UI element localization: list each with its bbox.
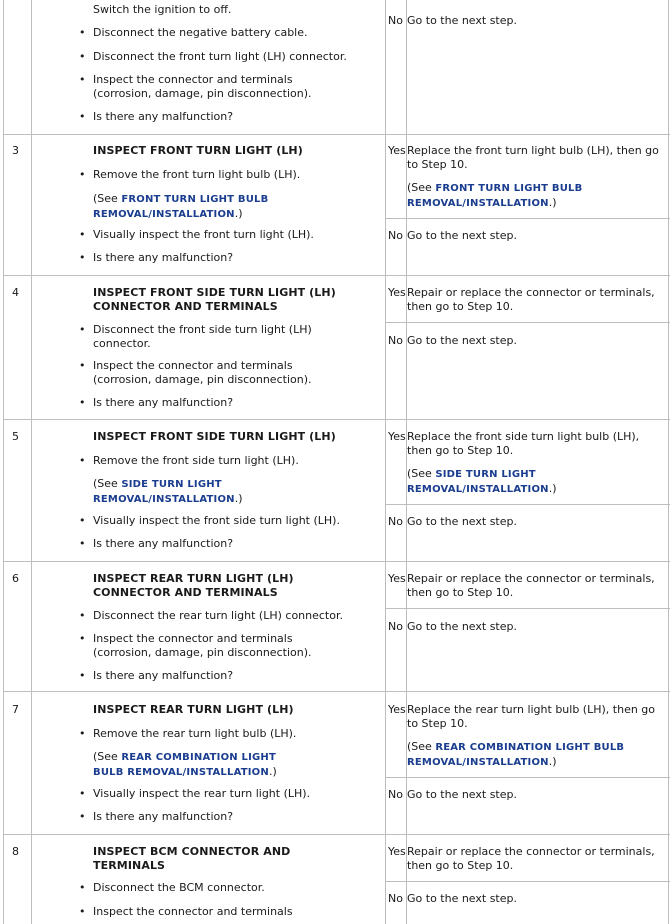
bullet-dot-icon: • [79, 251, 86, 264]
reference-suffix: .) [548, 754, 557, 768]
reference-prefix: (See [407, 181, 436, 194]
instruction-text: Inspect the connector and terminals (corrosion, damage, pin disconnection). [93, 73, 312, 100]
reference-link[interactable]: SIDE TURN LIGHT REMOVAL/INSTALLATION [93, 479, 235, 505]
reference-suffix: .) [548, 481, 557, 495]
action-text: Go to the next step. [407, 515, 517, 528]
table-border-left [3, 0, 4, 924]
reference-prefix: (See [93, 477, 122, 490]
bullet-dot-icon: • [79, 905, 86, 918]
reference-prefix: (See [93, 192, 122, 205]
question-text: Is there any malfunction? [93, 110, 234, 123]
bullet-dot-icon: • [79, 359, 86, 372]
bullet-dot-icon: • [79, 810, 86, 823]
result-yes: Yes [388, 703, 406, 716]
instruction-text: Inspect the connector and terminals [93, 905, 293, 918]
bullet-dot-icon: • [79, 228, 86, 241]
bullet-dot-icon: • [79, 73, 86, 86]
question-text: Is there any malfunction? [93, 396, 234, 409]
bullet-dot-icon: • [79, 323, 86, 336]
result-separator [386, 777, 670, 778]
result-yes: Yes [388, 430, 406, 443]
result-separator [386, 504, 670, 505]
column-divider-action [406, 0, 407, 924]
action-text: Replace the front turn light bulb (LH), then go to Step 10. [407, 144, 659, 171]
instruction-text: Switch the ignition to off. [93, 3, 232, 16]
result-no: No [388, 334, 403, 347]
action-text: Go to the next step. [407, 229, 517, 242]
step-number: 6 [12, 572, 19, 585]
instruction-text: Inspect the connector and terminals (corrosion, damage, pin disconnection). [93, 359, 312, 386]
result-separator [386, 881, 670, 882]
row-separator [3, 561, 670, 562]
reference-prefix: (See [407, 467, 436, 480]
bullet-dot-icon: • [79, 454, 86, 467]
result-no: No [388, 515, 403, 528]
bullet-dot-icon: • [79, 50, 86, 63]
action-text: Repair or replace the connector or terminals, then go to Step 10. [407, 286, 655, 313]
instruction-text: Remove the front side turn light (LH). [93, 454, 299, 467]
result-no: No [388, 14, 403, 27]
instruction-text: Disconnect the negative battery cable. [93, 26, 308, 39]
table-border-right [668, 0, 669, 924]
row-separator [3, 834, 670, 835]
row-separator [3, 691, 670, 692]
bullet-dot-icon: • [79, 669, 86, 682]
action-text: Go to the next step. [407, 620, 517, 633]
instruction-text: Disconnect the front side turn light (LH) connector. [93, 323, 312, 350]
reference-suffix: .) [234, 491, 243, 505]
result-separator [386, 608, 670, 609]
bullet-dot-icon: • [79, 110, 86, 123]
step-number: 5 [12, 430, 19, 443]
result-no: No [388, 892, 403, 905]
action-text: Replace the rear turn light bulb (LH), then go to Step 10. [407, 703, 656, 730]
step-title: INSPECT REAR TURN LIGHT (LH) [93, 703, 294, 716]
instruction-text: Remove the front turn light bulb (LH). [93, 168, 301, 181]
reference-note [93, 192, 293, 221]
bullet-dot-icon: • [79, 168, 86, 181]
instruction-text: Remove the rear turn light bulb (LH). [93, 727, 297, 740]
reference-suffix: .) [234, 206, 243, 220]
result-yes: Yes [388, 286, 406, 299]
question-text: Is there any malfunction? [93, 537, 234, 550]
reference-note [407, 181, 587, 210]
reference-prefix: (See [93, 750, 122, 763]
bullet-dot-icon: • [79, 787, 86, 800]
reference-note [93, 750, 308, 779]
instruction-text: Disconnect the rear turn light (LH) connector. [93, 609, 343, 622]
column-divider-step [31, 0, 32, 924]
question-text: Is there any malfunction? [93, 669, 234, 682]
question-text: Is there any malfunction? [93, 251, 234, 264]
reference-link[interactable]: FRONT TURN LIGHT BULB REMOVAL/INSTALLATION [93, 194, 269, 220]
reference-note [93, 477, 263, 506]
bullet-dot-icon: • [79, 881, 86, 894]
instruction-text: Disconnect the front turn light (LH) connector. [93, 50, 347, 63]
reference-link[interactable]: REAR COMBINATION LIGHT BULB REMOVAL/INSTALLATION [407, 742, 625, 768]
step-title: INSPECT FRONT TURN LIGHT (LH) [93, 144, 303, 157]
row-separator [3, 275, 670, 276]
result-no: No [388, 788, 403, 801]
result-yes: Yes [388, 845, 406, 858]
result-no: No [388, 229, 403, 242]
reference-link[interactable]: SIDE TURN LIGHT REMOVAL/INSTALLATION [407, 469, 549, 495]
instruction-text: Visually inspect the front turn light (LH). [93, 228, 314, 241]
step-title: INSPECT REAR TURN LIGHT (LH) CONNECTOR AND TERMINALS [93, 572, 294, 599]
bullet-dot-icon: • [79, 396, 86, 409]
reference-suffix: .) [268, 764, 277, 778]
row-separator [3, 419, 670, 420]
instruction-text: Disconnect the BCM connector. [93, 881, 265, 894]
action-text: Go to the next step. [407, 334, 517, 347]
reference-link[interactable]: FRONT TURN LIGHT BULB REMOVAL/INSTALLATION [407, 183, 583, 209]
step-number: 3 [12, 144, 19, 157]
row-separator [3, 134, 670, 135]
result-separator [386, 322, 670, 323]
result-separator [386, 218, 670, 219]
reference-prefix: (See [407, 740, 436, 753]
reference-note [407, 740, 632, 769]
action-text: Repair or replace the connector or terminals, then go to Step 10. [407, 572, 655, 599]
action-text: Repair or replace the connector or terminals, then go to Step 10. [407, 845, 655, 872]
step-number: 8 [12, 845, 19, 858]
reference-link[interactable]: REAR COMBINATION LIGHT BULB REMOVAL/INSTALLATION [93, 752, 277, 778]
action-text: Go to the next step. [407, 788, 517, 801]
reference-note [407, 467, 567, 496]
step-number: 7 [12, 703, 19, 716]
reference-suffix: .) [548, 195, 557, 209]
bullet-dot-icon: • [79, 26, 86, 39]
action-text: Go to the next step. [407, 14, 517, 27]
step-title: INSPECT BCM CONNECTOR AND TERMINALS [93, 845, 291, 872]
question-text: Is there any malfunction? [93, 810, 234, 823]
action-text: Go to the next step. [407, 892, 517, 905]
instruction-text: Inspect the connector and terminals (corrosion, damage, pin disconnection). [93, 632, 312, 659]
instruction-text: Visually inspect the front side turn light (LH). [93, 514, 340, 527]
column-divider-result [385, 0, 386, 924]
bullet-dot-icon: • [79, 727, 86, 740]
step-title: INSPECT FRONT SIDE TURN LIGHT (LH) CONNECTOR AND TERMINALS [93, 286, 336, 313]
bullet-dot-icon: • [79, 632, 86, 645]
step-number: 4 [12, 286, 19, 299]
action-text: Replace the front side turn light bulb (LH), then go to Step 10. [407, 430, 640, 457]
result-yes: Yes [388, 572, 406, 585]
result-no: No [388, 620, 403, 633]
bullet-dot-icon: • [79, 514, 86, 527]
bullet-dot-icon: • [79, 537, 86, 550]
step-title: INSPECT FRONT SIDE TURN LIGHT (LH) [93, 430, 336, 443]
bullet-dot-icon: • [79, 609, 86, 622]
result-yes: Yes [388, 144, 406, 157]
instruction-text: Visually inspect the rear turn light (LH). [93, 787, 311, 800]
